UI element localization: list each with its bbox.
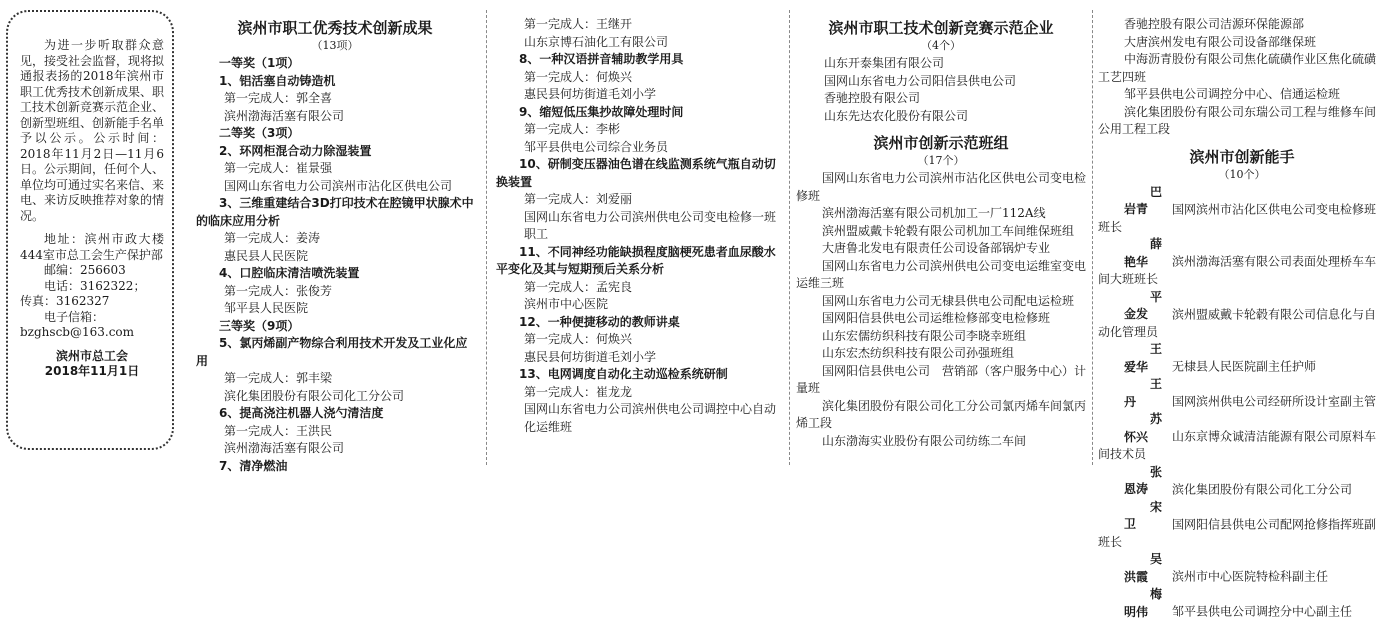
team-item: 中海沥青股份有限公司焦化硫磺作业区焦化硫磺工艺四班	[1098, 51, 1386, 86]
expert-organization: 国网滨州供电公司经研所设计室副主管	[1172, 395, 1376, 409]
result-organization: 国网山东省电力公司滨州市沾化区供电公司	[196, 178, 474, 196]
expert-item	[1098, 499, 1386, 552]
enterprises-count: （4个）	[796, 38, 1086, 53]
result-item-title: 12、一种便捷移动的教师讲桌	[496, 314, 780, 332]
prize-level: 二等奖（3项）	[196, 125, 474, 143]
expert-item	[1098, 551, 1386, 586]
column-3	[796, 18, 1086, 467]
result-item-title: 10、研制变压器油色谱在线监测系统气瓶自动切换装置	[496, 156, 780, 191]
team-item: 山东渤海实业股份有限公司纺练二车间	[796, 433, 1086, 451]
results-column-1	[196, 18, 474, 467]
expert-name: 吴洪霞	[1124, 551, 1172, 586]
results-list-1	[196, 55, 474, 475]
result-organization: 滨州市中心医院	[496, 296, 780, 314]
experts-count: （10个）	[1098, 167, 1386, 182]
result-first-person: 第一完成人：何焕兴	[496, 69, 780, 87]
result-first-person: 第一完成人：王洪民	[196, 423, 474, 441]
expert-name: 梅明伟	[1124, 586, 1172, 621]
notice-email: bzghscb@163.com	[20, 325, 164, 341]
team-item: 滨化集团股份有限公司化工分公司氯丙烯车间氯丙烯工段	[796, 398, 1086, 433]
teams-list-2	[1098, 16, 1386, 139]
expert-item	[1098, 341, 1386, 376]
result-first-person: 第一完成人：刘爱丽	[496, 191, 780, 209]
expert-name: 薛艳华	[1124, 236, 1172, 271]
result-organization: 邹平县供电公司综合业务员	[496, 139, 780, 157]
column-divider	[486, 10, 487, 465]
result-item-title: 5、氯丙烯副产物综合利用技术开发及工业化应用	[196, 335, 474, 370]
results-title: 滨州市职工优秀技术创新成果	[196, 18, 474, 38]
enterprise-item: 香驰控股有限公司	[796, 90, 1086, 108]
notice-org: 滨州市总工会	[20, 349, 164, 365]
expert-organization: 山东京博众诚清洁能源有限公司原料车间技术员	[1098, 430, 1376, 462]
expert-organization: 邹平县供电公司调控分中心副主任	[1172, 605, 1352, 619]
result-item-title: 2、环网柜混合动力除湿装置	[196, 143, 474, 161]
result-first-person: 第一完成人：李彬	[496, 121, 780, 139]
result-organization: 山东京博石油化工有限公司	[496, 34, 780, 52]
result-first-person: 第一完成人：王继开	[496, 16, 780, 34]
expert-name: 张恩涛	[1124, 464, 1172, 499]
result-item-title: 9、缩短低压集抄故障处理时间	[496, 104, 780, 122]
expert-name: 宋 卫	[1124, 499, 1172, 534]
team-item: 国网山东省电力公司滨州市沾化区供电公司变电检修班	[796, 170, 1086, 205]
result-item-title: 11、不同神经功能缺损程度脑梗死患者血尿酸水平变化及其与短期预后关系分析	[496, 244, 780, 279]
result-first-person: 第一完成人：姜涛	[196, 230, 474, 248]
enterprise-item: 国网山东省电力公司阳信县供电公司	[796, 73, 1086, 91]
result-organization: 滨州渤海活塞有限公司	[196, 440, 474, 458]
result-first-person: 第一完成人：何焕兴	[496, 331, 780, 349]
team-item: 滨州盟威戴卡轮毂有限公司机加工车间维保班组	[796, 223, 1086, 241]
team-item: 滨化集团股份有限公司东瑞公司工程与维修车间公用工程工段	[1098, 104, 1386, 139]
enterprise-item: 山东先达农化股份有限公司	[796, 108, 1086, 126]
expert-item	[1098, 464, 1386, 499]
results-count: （13项）	[196, 38, 474, 53]
expert-item	[1098, 184, 1386, 237]
result-first-person: 第一完成人：郭丰梁	[196, 370, 474, 388]
public-notice-box	[6, 10, 174, 450]
result-organization: 国网山东省电力公司滨州供电公司变电检修一班职工	[496, 209, 780, 244]
notice-address: 地址：滨州市政大楼444室市总工会生产保护部	[20, 232, 164, 263]
result-organization: 惠民县何坊街道毛刘小学	[496, 349, 780, 367]
expert-organization: 国网阳信县供电公司配网抢修指挥班副班长	[1098, 517, 1376, 549]
expert-organization: 滨州渤海活塞有限公司表面处理桥车车间大班班长	[1098, 255, 1376, 287]
result-item-title: 6、提高浇注机器人浇勺清洁度	[196, 405, 474, 423]
enterprises-title: 滨州市职工技术创新竞赛示范企业	[796, 18, 1086, 38]
teams-title: 滨州市创新示范班组	[796, 133, 1086, 153]
expert-item	[1098, 586, 1386, 621]
teams-list-1	[796, 170, 1086, 450]
notice-postcode: 邮编：256603	[20, 263, 164, 279]
result-organization: 惠民县人民医院	[196, 248, 474, 266]
team-item: 香驰控股有限公司洁源环保能源部	[1098, 16, 1386, 34]
team-item: 山东宏儒纺织科技有限公司李晓幸班组	[796, 328, 1086, 346]
result-organization: 国网山东省电力公司滨州供电公司调控中心自动化运维班	[496, 401, 780, 436]
experts-list	[1098, 184, 1386, 621]
expert-organization: 滨化集团股份有限公司化工分公司	[1172, 482, 1352, 496]
column-divider	[1092, 10, 1093, 465]
notice-fax: 传真：3162327	[20, 294, 164, 310]
result-first-person: 第一完成人：崔龙龙	[496, 384, 780, 402]
result-item-title: 4、口腔临床清洁喷洗装置	[196, 265, 474, 283]
result-organization: 滨化集团股份有限公司化工分公司	[196, 388, 474, 406]
expert-organization: 无棣县人民医院副主任护师	[1172, 360, 1316, 374]
result-item-title: 1、铝活塞自动铸造机	[196, 73, 474, 91]
result-item-title: 8、一种汉语拼音辅助教学用具	[496, 51, 780, 69]
result-first-person: 第一完成人：崔景强	[196, 160, 474, 178]
enterprise-item: 山东开泰集团有限公司	[796, 55, 1086, 73]
expert-name: 王爱华	[1124, 341, 1172, 376]
result-organization: 滨州渤海活塞有限公司	[196, 108, 474, 126]
result-item-title: 7、清净燃油	[196, 458, 474, 476]
prize-level: 一等奖（1项）	[196, 55, 474, 73]
result-first-person: 第一完成人：张俊芳	[196, 283, 474, 301]
results-column-2	[496, 16, 780, 465]
expert-name: 王 丹	[1124, 376, 1172, 411]
expert-item	[1098, 289, 1386, 342]
expert-item	[1098, 411, 1386, 464]
results-list-2	[496, 16, 780, 436]
team-item: 国网山东省电力公司无棣县供电公司配电运检班	[796, 293, 1086, 311]
expert-organization: 滨州盟威戴卡轮毂有限公司信息化与自动化管理员	[1098, 307, 1376, 339]
column-divider	[789, 10, 790, 465]
result-first-person: 第一完成人：孟宪良	[496, 279, 780, 297]
team-item: 大唐鲁北发电有限责任公司设备部锅炉专业	[796, 240, 1086, 258]
expert-name: 巴岩青	[1124, 184, 1172, 219]
expert-name: 平金发	[1124, 289, 1172, 324]
team-item: 国网阳信县供电公司 营销部（客户服务中心）计量班	[796, 363, 1086, 398]
result-item-title: 3、三维重建结合3D打印技术在腔镜甲状腺术中的临床应用分析	[196, 195, 474, 230]
result-item-title: 13、电网调度自动化主动巡检系统研制	[496, 366, 780, 384]
enterprise-list	[796, 55, 1086, 125]
prize-level: 三等奖（9项）	[196, 318, 474, 336]
notice-email-label: 电子信箱：	[20, 310, 164, 326]
teams-count: （17个）	[796, 153, 1086, 168]
team-item: 国网山东省电力公司滨州供电公司变电运维室变电运维三班	[796, 258, 1086, 293]
team-item: 大唐滨州发电有限公司设备部继保班	[1098, 34, 1386, 52]
notice-date: 2018年11月1日	[20, 364, 164, 380]
experts-title: 滨州市创新能手	[1098, 147, 1386, 167]
column-4	[1098, 16, 1386, 465]
expert-organization: 国网滨州市沾化区供电公司变电检修班班长	[1098, 202, 1376, 234]
result-organization: 邹平县人民医院	[196, 300, 474, 318]
team-item: 国网阳信县供电公司运维检修部变电检修班	[796, 310, 1086, 328]
expert-item	[1098, 236, 1386, 289]
result-organization: 惠民县何坊街道毛刘小学	[496, 86, 780, 104]
expert-name: 苏怀兴	[1124, 411, 1172, 446]
notice-phone: 电话：3162322；	[20, 279, 164, 295]
result-first-person: 第一完成人：郭全喜	[196, 90, 474, 108]
team-item: 滨州渤海活塞有限公司机加工一厂112A线	[796, 205, 1086, 223]
notice-body: 为进一步听取群众意见，接受社会监督，现将拟通报表扬的2018年滨州市职工优秀技术创新成果、职工技术创新竞赛示范企业、创新型班组、创新能手名单予以公示。公示时间：2018年11月2日—11月6日。公示期间，任何个人、单位均可通过实名来信、来电、来访反映推荐对象的情况。	[20, 38, 164, 224]
team-item: 山东宏杰纺织科技有限公司孙强班组	[796, 345, 1086, 363]
team-item: 邹平县供电公司调控分中心、信通运检班	[1098, 86, 1386, 104]
expert-item	[1098, 376, 1386, 411]
expert-organization: 滨州市中心医院特检科副主任	[1172, 570, 1328, 584]
